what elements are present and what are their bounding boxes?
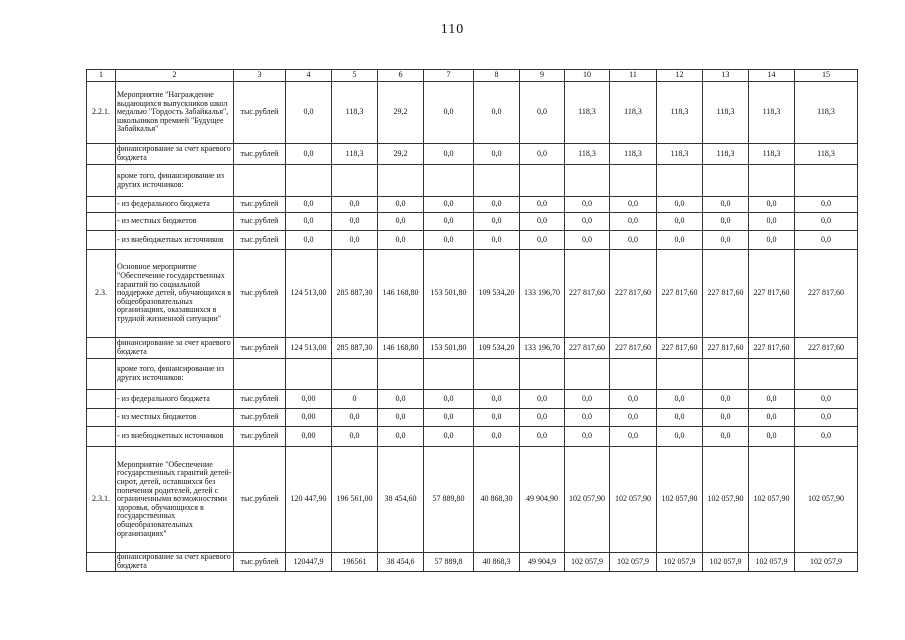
column-number-cell: 2: [116, 70, 234, 82]
value-cell: 102 057,90: [749, 447, 795, 553]
value-cell: 0,0: [286, 144, 332, 165]
value-cell: 0,0: [795, 213, 858, 231]
item-name-cell: Мероприятие "Обеспечение государственных гарантий детей-сирот, детей, оставшихся без попечения родителей, детей с ограниченными возможностями здоровья, обучающихся в государственных общеобразовательных организациях": [116, 447, 234, 553]
value-cell: 0,0: [795, 231, 858, 250]
value-cell: 57 889,8: [424, 553, 474, 572]
column-number-cell: 7: [424, 70, 474, 82]
value-cell: 120 447,90: [286, 447, 332, 553]
value-cell: 227 817,60: [657, 338, 703, 359]
table-row: [87, 447, 858, 553]
unit-cell: тыс.рублей: [234, 427, 286, 447]
value-cell: 0,0: [286, 82, 332, 144]
value-cell: 0,00: [286, 390, 332, 409]
item-name-cell: Мероприятие "Награждение выдающихся выпускников школ медалью "Гордость Забайкалья", школьников премией "Будущее Забайкалья": [116, 82, 234, 144]
value-cell: 0,0: [610, 213, 657, 231]
value-cell: 0,0: [703, 390, 749, 409]
column-number-cell: 5: [332, 70, 378, 82]
value-cell: 0,0: [565, 213, 610, 231]
value-cell: 0,0: [795, 197, 858, 213]
value-cell: 118,3: [565, 82, 610, 144]
value-cell: [520, 165, 565, 197]
value-cell: 0,0: [565, 427, 610, 447]
value-cell: 118,3: [703, 82, 749, 144]
value-cell: 227 817,60: [565, 250, 610, 338]
unit-cell: тыс.рублей: [234, 213, 286, 231]
value-cell: 109 534,20: [474, 338, 520, 359]
item-name-cell: - из внебюджетных источников: [116, 231, 234, 250]
value-cell: [610, 165, 657, 197]
unit-cell: тыс.рублей: [234, 553, 286, 572]
value-cell: 0,0: [703, 427, 749, 447]
value-cell: 0,0: [378, 427, 424, 447]
value-cell: 227 817,60: [795, 250, 858, 338]
column-number-cell: 10: [565, 70, 610, 82]
value-cell: [332, 359, 378, 390]
column-number-cell: 8: [474, 70, 520, 82]
value-cell: 102 057,9: [749, 553, 795, 572]
value-cell: 0,0: [424, 231, 474, 250]
item-name-cell: кроме того, финансирование из других источников:: [116, 359, 234, 390]
value-cell: 0,0: [520, 213, 565, 231]
item-number-cell: [87, 197, 116, 213]
value-cell: 120447,9: [286, 553, 332, 572]
value-cell: 102 057,90: [795, 447, 858, 553]
table-row: [87, 82, 858, 144]
value-cell: [565, 165, 610, 197]
unit-cell: тыс.рублей: [234, 447, 286, 553]
value-cell: 227 817,60: [610, 250, 657, 338]
value-cell: 0,0: [749, 427, 795, 447]
unit-cell: тыс.рублей: [234, 338, 286, 359]
value-cell: 118,3: [795, 144, 858, 165]
item-name-cell: - из федерального бюджета: [116, 390, 234, 409]
value-cell: 0,0: [286, 231, 332, 250]
value-cell: [565, 359, 610, 390]
value-cell: [657, 165, 703, 197]
item-name-cell: кроме того, финансирование из других источников:: [116, 165, 234, 197]
item-number-cell: [87, 359, 116, 390]
value-cell: 0,0: [424, 409, 474, 427]
value-cell: [332, 165, 378, 197]
value-cell: 227 817,60: [749, 338, 795, 359]
item-name-cell: - из местных бюджетов: [116, 409, 234, 427]
unit-cell: тыс.рублей: [234, 390, 286, 409]
item-name-cell: - из федерального бюджета: [116, 197, 234, 213]
value-cell: 102 057,9: [703, 553, 749, 572]
unit-cell: тыс.рублей: [234, 231, 286, 250]
value-cell: [795, 359, 858, 390]
item-number-cell: [87, 409, 116, 427]
table-header-row: [87, 70, 858, 82]
value-cell: 0,0: [286, 213, 332, 231]
value-cell: 0,0: [610, 390, 657, 409]
unit-cell: [234, 359, 286, 390]
value-cell: 0,0: [749, 213, 795, 231]
column-number-cell: 15: [795, 70, 858, 82]
table-row: [87, 231, 858, 250]
value-cell: 0,0: [610, 427, 657, 447]
value-cell: 153 501,80: [424, 338, 474, 359]
value-cell: [424, 165, 474, 197]
unit-cell: тыс.рублей: [234, 197, 286, 213]
value-cell: 0,0: [378, 213, 424, 231]
value-cell: 0,0: [332, 213, 378, 231]
value-cell: 0,0: [378, 409, 424, 427]
item-number-cell: [87, 338, 116, 359]
value-cell: 285 887,30: [332, 338, 378, 359]
value-cell: 0,00: [286, 409, 332, 427]
value-cell: 0,0: [565, 409, 610, 427]
value-cell: [520, 359, 565, 390]
column-number-cell: 3: [234, 70, 286, 82]
budget-table: [86, 69, 858, 572]
unit-cell: [234, 165, 286, 197]
value-cell: [474, 359, 520, 390]
value-cell: [378, 165, 424, 197]
value-cell: 49 904,9: [520, 553, 565, 572]
value-cell: 0,0: [565, 390, 610, 409]
column-number-cell: 14: [749, 70, 795, 82]
value-cell: 153 501,80: [424, 250, 474, 338]
value-cell: 0,0: [424, 213, 474, 231]
value-cell: 40 868,30: [474, 447, 520, 553]
value-cell: 102 057,9: [657, 553, 703, 572]
value-cell: [474, 165, 520, 197]
value-cell: 124 513,00: [286, 250, 332, 338]
value-cell: 0,0: [703, 197, 749, 213]
column-number-cell: 4: [286, 70, 332, 82]
value-cell: [286, 165, 332, 197]
value-cell: 227 817,60: [749, 250, 795, 338]
value-cell: 0,0: [378, 197, 424, 213]
value-cell: 0,0: [610, 197, 657, 213]
value-cell: 0,0: [520, 144, 565, 165]
value-cell: 0,0: [657, 231, 703, 250]
value-cell: 118,3: [749, 144, 795, 165]
table-row: [87, 165, 858, 197]
item-number-cell: [87, 213, 116, 231]
value-cell: 0,0: [332, 409, 378, 427]
value-cell: 227 817,60: [703, 338, 749, 359]
value-cell: 133 196,70: [520, 338, 565, 359]
value-cell: 0,0: [749, 409, 795, 427]
column-number-cell: 11: [610, 70, 657, 82]
value-cell: 0,0: [474, 427, 520, 447]
value-cell: 0,0: [286, 197, 332, 213]
item-number-cell: [87, 144, 116, 165]
value-cell: 102 057,90: [610, 447, 657, 553]
item-name-cell: финансирование за счет краевого бюджета: [116, 553, 234, 572]
value-cell: 40 868,3: [474, 553, 520, 572]
value-cell: 0,0: [474, 213, 520, 231]
value-cell: 49 904,90: [520, 447, 565, 553]
value-cell: 0,0: [378, 231, 424, 250]
value-cell: 0,0: [474, 409, 520, 427]
value-cell: 0,0: [424, 197, 474, 213]
value-cell: 102 057,90: [657, 447, 703, 553]
table-row: [87, 409, 858, 427]
value-cell: 0,0: [610, 409, 657, 427]
column-number-cell: 13: [703, 70, 749, 82]
value-cell: 124 513,00: [286, 338, 332, 359]
value-cell: 102 057,90: [565, 447, 610, 553]
value-cell: 0,0: [424, 144, 474, 165]
value-cell: 0,0: [332, 231, 378, 250]
value-cell: 285 887,30: [332, 250, 378, 338]
item-name-cell: Основное мероприятие "Обеспечение государственных гарантий по социальной поддержке детей, обучающихся в общеобразовательных организациях, оказавшихся в трудной жизненной ситуации": [116, 250, 234, 338]
item-number-cell: [87, 553, 116, 572]
value-cell: [657, 359, 703, 390]
value-cell: 118,3: [610, 82, 657, 144]
table-row: [87, 390, 858, 409]
value-cell: 0,0: [424, 390, 474, 409]
table-row: [87, 213, 858, 231]
value-cell: 0,0: [565, 197, 610, 213]
value-cell: [424, 359, 474, 390]
item-name-cell: - из местных бюджетов: [116, 213, 234, 231]
value-cell: 0,0: [657, 427, 703, 447]
value-cell: 118,3: [565, 144, 610, 165]
value-cell: 0,0: [424, 427, 474, 447]
item-number-cell: 2.3.1.: [87, 447, 116, 553]
value-cell: 0,0: [703, 409, 749, 427]
value-cell: 29,2: [378, 82, 424, 144]
item-number-cell: [87, 427, 116, 447]
value-cell: 146 168,80: [378, 338, 424, 359]
value-cell: 0,0: [795, 427, 858, 447]
item-number-cell: [87, 390, 116, 409]
value-cell: 196 561,00: [332, 447, 378, 553]
value-cell: 0,0: [520, 197, 565, 213]
item-name-cell: финансирование за счет краевого бюджета: [116, 338, 234, 359]
value-cell: 0,0: [749, 231, 795, 250]
value-cell: [703, 359, 749, 390]
table-row: [87, 427, 858, 447]
value-cell: 0,0: [795, 409, 858, 427]
item-name-cell: финансирование за счет краевого бюджета: [116, 144, 234, 165]
item-number-cell: 2.2.1.: [87, 82, 116, 144]
value-cell: 0,0: [657, 213, 703, 231]
table-row: [87, 250, 858, 338]
value-cell: 0,0: [657, 197, 703, 213]
value-cell: 227 817,60: [610, 338, 657, 359]
value-cell: 118,3: [657, 82, 703, 144]
value-cell: [749, 165, 795, 197]
value-cell: 0,0: [332, 197, 378, 213]
value-cell: 0,0: [565, 231, 610, 250]
value-cell: 133 196,70: [520, 250, 565, 338]
value-cell: 0,0: [520, 427, 565, 447]
value-cell: [286, 359, 332, 390]
value-cell: 0,0: [332, 427, 378, 447]
value-cell: 57 889,80: [424, 447, 474, 553]
value-cell: 227 817,60: [657, 250, 703, 338]
value-cell: 0,0: [520, 231, 565, 250]
value-cell: 227 817,60: [795, 338, 858, 359]
unit-cell: тыс.рублей: [234, 82, 286, 144]
value-cell: 102 057,9: [610, 553, 657, 572]
value-cell: 102 057,90: [703, 447, 749, 553]
value-cell: 102 057,9: [795, 553, 858, 572]
value-cell: 0,0: [703, 231, 749, 250]
value-cell: 109 534,20: [474, 250, 520, 338]
value-cell: 118,3: [657, 144, 703, 165]
value-cell: 0,0: [474, 144, 520, 165]
table-row: [87, 338, 858, 359]
value-cell: 38 454,6: [378, 553, 424, 572]
page-number: 110: [440, 22, 465, 37]
value-cell: 0,0: [749, 197, 795, 213]
column-number-cell: 9: [520, 70, 565, 82]
column-number-cell: 12: [657, 70, 703, 82]
value-cell: 0,0: [520, 409, 565, 427]
value-cell: 102 057,9: [565, 553, 610, 572]
value-cell: 0,0: [520, 82, 565, 144]
table-row: [87, 553, 858, 572]
value-cell: [378, 359, 424, 390]
value-cell: 146 168,80: [378, 250, 424, 338]
table-row: [87, 197, 858, 213]
value-cell: 118,3: [332, 82, 378, 144]
value-cell: [795, 165, 858, 197]
value-cell: [610, 359, 657, 390]
value-cell: 118,3: [795, 82, 858, 144]
value-cell: 227 817,60: [703, 250, 749, 338]
value-cell: 0: [332, 390, 378, 409]
value-cell: 0,00: [286, 427, 332, 447]
value-cell: 118,3: [332, 144, 378, 165]
value-cell: 0,0: [378, 390, 424, 409]
value-cell: 38 454,60: [378, 447, 424, 553]
unit-cell: тыс.рублей: [234, 250, 286, 338]
unit-cell: тыс.рублей: [234, 144, 286, 165]
item-name-cell: - из внебюджетных источников: [116, 427, 234, 447]
value-cell: 0,0: [610, 231, 657, 250]
value-cell: 196561: [332, 553, 378, 572]
value-cell: 0,0: [520, 390, 565, 409]
column-number-cell: 1: [87, 70, 116, 82]
value-cell: 0,0: [657, 409, 703, 427]
value-cell: 0,0: [795, 390, 858, 409]
column-number-cell: 6: [378, 70, 424, 82]
table-row: [87, 359, 858, 390]
value-cell: 0,0: [749, 390, 795, 409]
value-cell: 0,0: [657, 390, 703, 409]
value-cell: 118,3: [610, 144, 657, 165]
value-cell: [749, 359, 795, 390]
item-number-cell: [87, 231, 116, 250]
item-number-cell: 2.3.: [87, 250, 116, 338]
unit-cell: тыс.рублей: [234, 409, 286, 427]
table-row: [87, 144, 858, 165]
value-cell: [703, 165, 749, 197]
value-cell: 118,3: [703, 144, 749, 165]
item-number-cell: [87, 165, 116, 197]
value-cell: 29,2: [378, 144, 424, 165]
value-cell: 118,3: [749, 82, 795, 144]
value-cell: 0,0: [474, 390, 520, 409]
value-cell: 227 817,60: [565, 338, 610, 359]
value-cell: 0,0: [424, 82, 474, 144]
value-cell: 0,0: [474, 82, 520, 144]
value-cell: 0,0: [474, 231, 520, 250]
value-cell: 0,0: [474, 197, 520, 213]
value-cell: 0,0: [703, 213, 749, 231]
